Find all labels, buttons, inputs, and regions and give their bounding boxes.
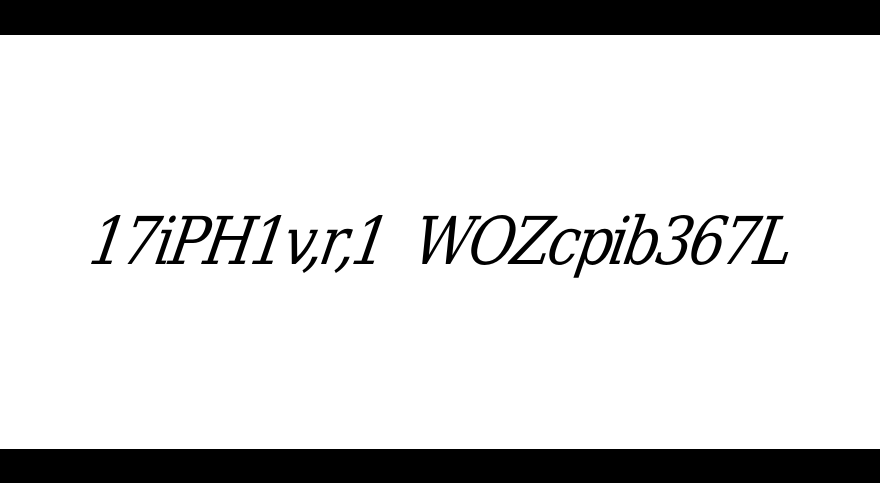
text-sample-container [0,35,880,449]
bottom-letterbox-bar [0,449,880,483]
text-canvas [0,35,880,449]
top-letterbox-bar [0,0,880,35]
script-text-sample: 17iPH1v,r,1 WOZcpib367L [83,203,797,280]
